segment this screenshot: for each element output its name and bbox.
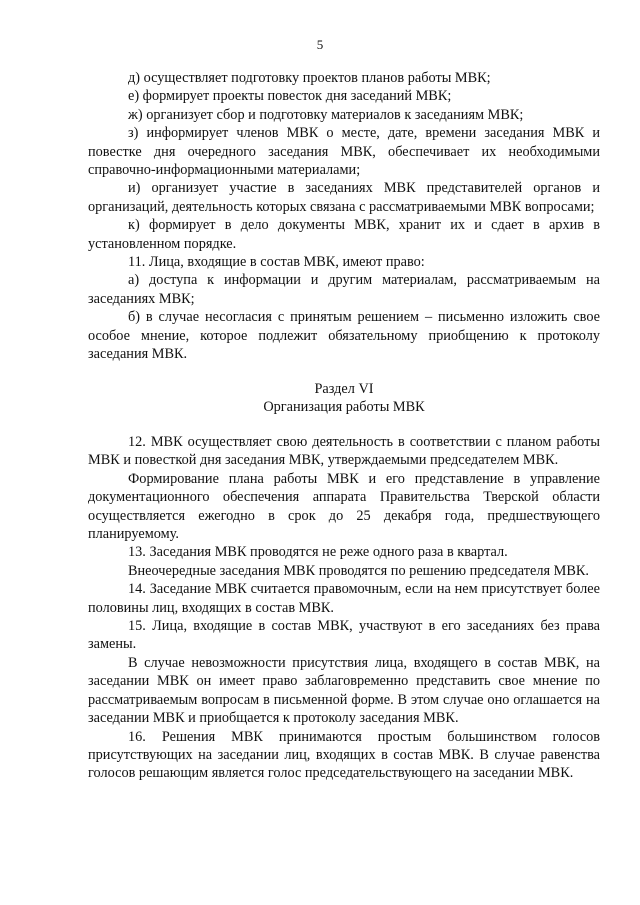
paragraph: 11. Лица, входящие в состав МВК, имеют право:: [128, 254, 425, 271]
paragraph: а) доступа к информации и другим материалам, рассматриваемым на заседаниях МВК;: [88, 272, 600, 307]
top-text-block: [88, 69, 600, 364]
paragraph: В случае невозможности присутствия лица, входящего в состав МВК, на заседании МВК он имеет право заблаговременно представить свое мнение по рассматриваемым вопросам в письменной форме. В этом случае оно оглашается на заседании МВК и приобщается к протоколу заседания МВК.: [88, 654, 600, 727]
paragraph: б) в случае несогласия с принятым решением – письменно изложить свое особое мнение, которое подлежит обязательному приобщению к протоколу заседания МВК.: [88, 309, 600, 363]
page-number: 5: [316, 37, 324, 52]
paragraph: Формирование плана работы МВК и его представление в управление документационного обеспечения аппарата Правительства Тверской области осуществляется ежегодно в срок до 25 декабря года, предшествующего планируемому.: [88, 470, 600, 543]
bottom-text-block: [88, 433, 600, 783]
paragraph: з) информирует членов МВК о месте, дате, времени заседания МВК и повестке дня очередного заседания МВК, обеспечивает их необходимыми справочно-информационными материалами;: [88, 125, 600, 179]
section-heading: [88, 380, 600, 417]
paragraph: Внеочередные заседания МВК проводятся по решению председателя МВК.: [128, 562, 589, 579]
paragraph: е) формирует проекты повесток дня заседаний МВК;: [128, 88, 452, 105]
paragraph: 12. МВК осуществляет свою деятельность в соответствии с планом работы МВК и повесткой дня заседания МВК, утверждаемыми председателем МВК.: [88, 434, 600, 469]
paragraph: 13. Заседания МВК проводятся не реже одного раза в квартал.: [128, 544, 508, 561]
section-title: Организация работы МВК: [263, 399, 425, 416]
paragraph: 15. Лица, входящие в состав МВК, участвуют в его заседаниях без права замены.: [88, 618, 600, 653]
paragraph: ж) организует сбор и подготовку материалов к заседаниям МВК;: [128, 106, 524, 123]
paragraph: 14. Заседание МВК считается правомочным, если на нем присутствует более половины лиц, входящих в состав МВК.: [88, 581, 600, 616]
paragraph: к) формирует в дело документы МВК, хранит их и сдает в архив в установленном порядке.: [88, 217, 600, 252]
paragraph: и) организует участие в заседаниях МВК представителей органов и организаций, деятельность которых связана с рассматриваемыми МВК вопросами;: [88, 180, 600, 215]
paragraph: 16. Решения МВК принимаются простым большинством голосов присутствующих на заседании лиц, входящих в состав МВК. В случае равенства голосов решающим является голос председательствующего на заседании МВК.: [88, 728, 600, 782]
paragraph: д) осуществляет подготовку проектов планов работы МВК;: [128, 70, 491, 86]
section-number: Раздел VI: [314, 381, 374, 397]
